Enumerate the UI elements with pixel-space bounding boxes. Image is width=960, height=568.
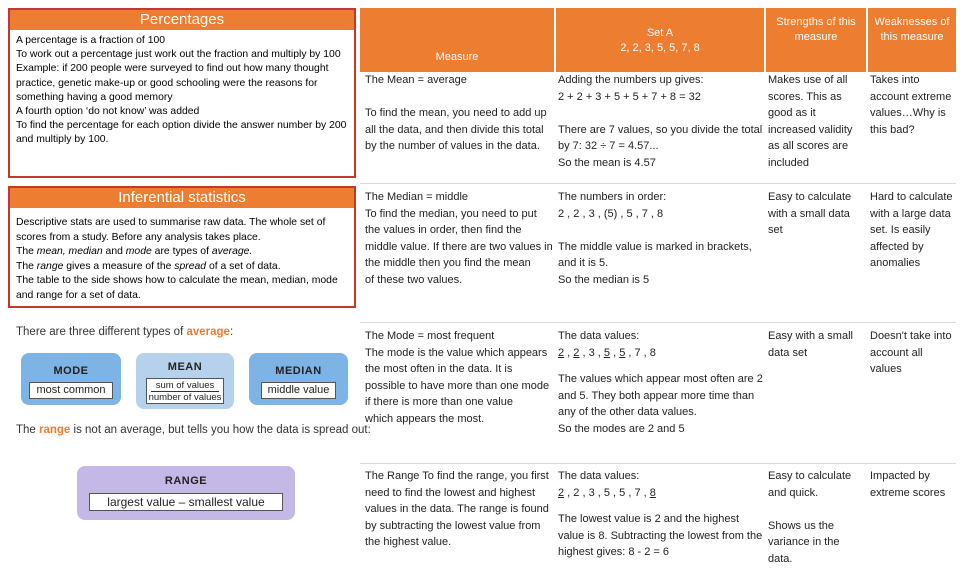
underlined-value: 5 [619,346,626,359]
mode-strengths-cell: Easy with a small data set [768,330,853,359]
text-fragment: The [16,424,40,436]
inferential-line-2 [16,245,348,260]
highlight-range: range [39,424,71,436]
mean-measure-cell: The Mean = average To find the mean, you need to add up all the data, and then divide this total by the number of values in the data. [365,74,547,153]
underlined-value: 2 [573,346,580,359]
header-strengths-text: Strengths of this measure [776,16,856,43]
header-weaknesses [868,8,956,72]
text-fragment: , 2 , 3 , 5 , 5 , 7 , [564,486,650,499]
underlined-value: 5 [603,346,611,359]
row-divider [360,322,956,323]
text-fragment: The [16,260,37,272]
median-box [249,353,348,405]
range-strengths-cell: Easy to calculate and quick. Shows us the variance in the data. [768,470,852,565]
text-fragment: , [564,346,574,359]
text-fragment: , 3 , [579,346,604,359]
header-measure-text: Measure [435,51,479,63]
inferential-title: Inferential statistics [10,188,354,208]
italic-average: average. [211,246,253,257]
inferential-panel [8,186,356,308]
text-fragment: , 7 , 8 [625,346,656,359]
italic-spread: spread [174,260,207,272]
mode-measure-cell: The Mode = most frequent The mode is the value which appears the most often in the data. It is possible to have more than one mode if there is more than one value which appears the most. [365,330,550,425]
range-set-cell [558,468,764,561]
text-fragment: and [102,246,126,257]
underlined-value: 8 [649,486,656,499]
mean-strengths-cell: Makes use of all scores. This as good as it increased validity as all scores are included [768,74,853,169]
mean-denominator: number of values [148,392,222,403]
header-set-a-title: Set A [646,27,674,39]
range-set-heading: The data values: [558,470,640,482]
inferential-line-1: Descriptive stats are used to summarise raw data. The whole set of scores from a study. Before any analysis takes place. [16,217,326,243]
text-fragment: There are three different types of [16,326,187,338]
mode-label: MODE [53,365,89,377]
mode-set-cell [558,328,764,438]
range-measure-cell: The Range To find the range, you first need to find the lowest and highest values in the data. The range is found by subtracting the lowest value from the highest value. [365,470,549,549]
mode-box [21,353,121,405]
inferential-body [10,208,354,307]
header-measure [360,8,554,72]
mean-set-cell: Adding the numbers up gives: 2 + 2 + 3 + 5 + 5 + 7 + 8 = 32 There are 7 values, so you divide the total by 7: 32 ÷ 7 = 4.57... So the mean is 4.57 [558,74,763,169]
underlined-value: 2 [558,486,565,499]
row-divider [360,183,956,184]
header-strengths [766,8,866,72]
text-fragment: of a set of data. [206,260,281,272]
range-formula: largest value – smallest value [89,493,283,511]
row-divider [360,463,956,464]
percentages-panel [8,8,356,178]
mean-numerator: sum of values [151,380,219,392]
text-fragment: , [610,346,620,359]
mean-box [136,353,234,409]
percentages-title: Percentages [10,10,354,30]
header-set-a [556,8,764,72]
averages-heading [16,326,233,338]
underlined-value: 2 [558,346,565,359]
mean-label: MEAN [167,361,203,373]
mode-weaknesses-cell: Doesn't take into account all values [870,330,952,376]
mode-set-explanation: The values which appear most often are 2 and 5. They both appear more time than any of the other data values. So the modes are 2 and 5 [558,373,763,435]
text-fragment: The [16,246,37,257]
range-box [77,466,295,520]
median-weaknesses-cell: Hard to calculate with a large data set. Is easily affected by anomalies [870,191,953,270]
italic-range: range [36,260,64,272]
mode-text: most common [29,382,113,399]
mode-set-values [558,345,764,362]
text-fragment: is not an average, but tells you how the data is spread out: [70,424,371,436]
range-set-values [558,485,764,502]
header-weaknesses-text: Weaknesses of this measure [874,16,950,43]
median-set-cell: The numbers in order: 2 , 2 , 3 , (5) , 5 , 7 , 8 The middle value is marked in brackets, and it is 5. So the median is 5 [558,191,752,286]
text-fragment: are types of [151,246,212,257]
text-fragment: : [229,326,234,338]
median-strengths-cell: Easy to calculate with a small data set [768,191,852,237]
median-text: middle value [261,382,336,399]
mean-fraction [146,378,224,404]
range-label: RANGE [164,475,208,487]
range-weaknesses-cell: Impacted by extreme scores [870,470,946,499]
range-set-explanation: The lowest value is 2 and the highest value is 8. Subtracting the lowest from the highest gives: 8 - 2 = 6 [558,513,763,559]
inferential-line-4: The table to the side shows how to calculate the mean, median, mode and range for a set of data. [16,275,338,301]
text-fragment: gives a measure of the [63,260,175,272]
highlight-average: average [186,326,230,338]
statistics-table [360,8,956,565]
header-set-a-values: 2, 2, 3, 5, 5, 7, 8 [620,42,700,54]
mode-set-heading: The data values: [558,330,640,342]
italic-terms: mean, median [36,246,103,257]
percentages-body: A percentage is a fraction of 100 To work out a percentage just work out the fraction and multiply by 100 Example: if 200 people were surveyed to find out how many thought practice, genetic make-up or good schooling were the reasons for something having a good memory A fourth option ‘do not know’ was added To find the percentage for each option divide the answer number by 200 and multiply by 100. [16,35,347,146]
median-label: MEDIAN [275,365,322,377]
range-explanation [16,424,371,437]
median-measure-cell: The Median = middle To find the median, you need to put the values in order, then find the middle value. If there are two values in the middle then you find the mean of these two values. [365,191,553,286]
italic-mode: mode [125,246,152,257]
inferential-line-3 [16,260,348,275]
mean-weaknesses-cell: Takes into account extreme values…Why is this bad? [870,74,952,136]
